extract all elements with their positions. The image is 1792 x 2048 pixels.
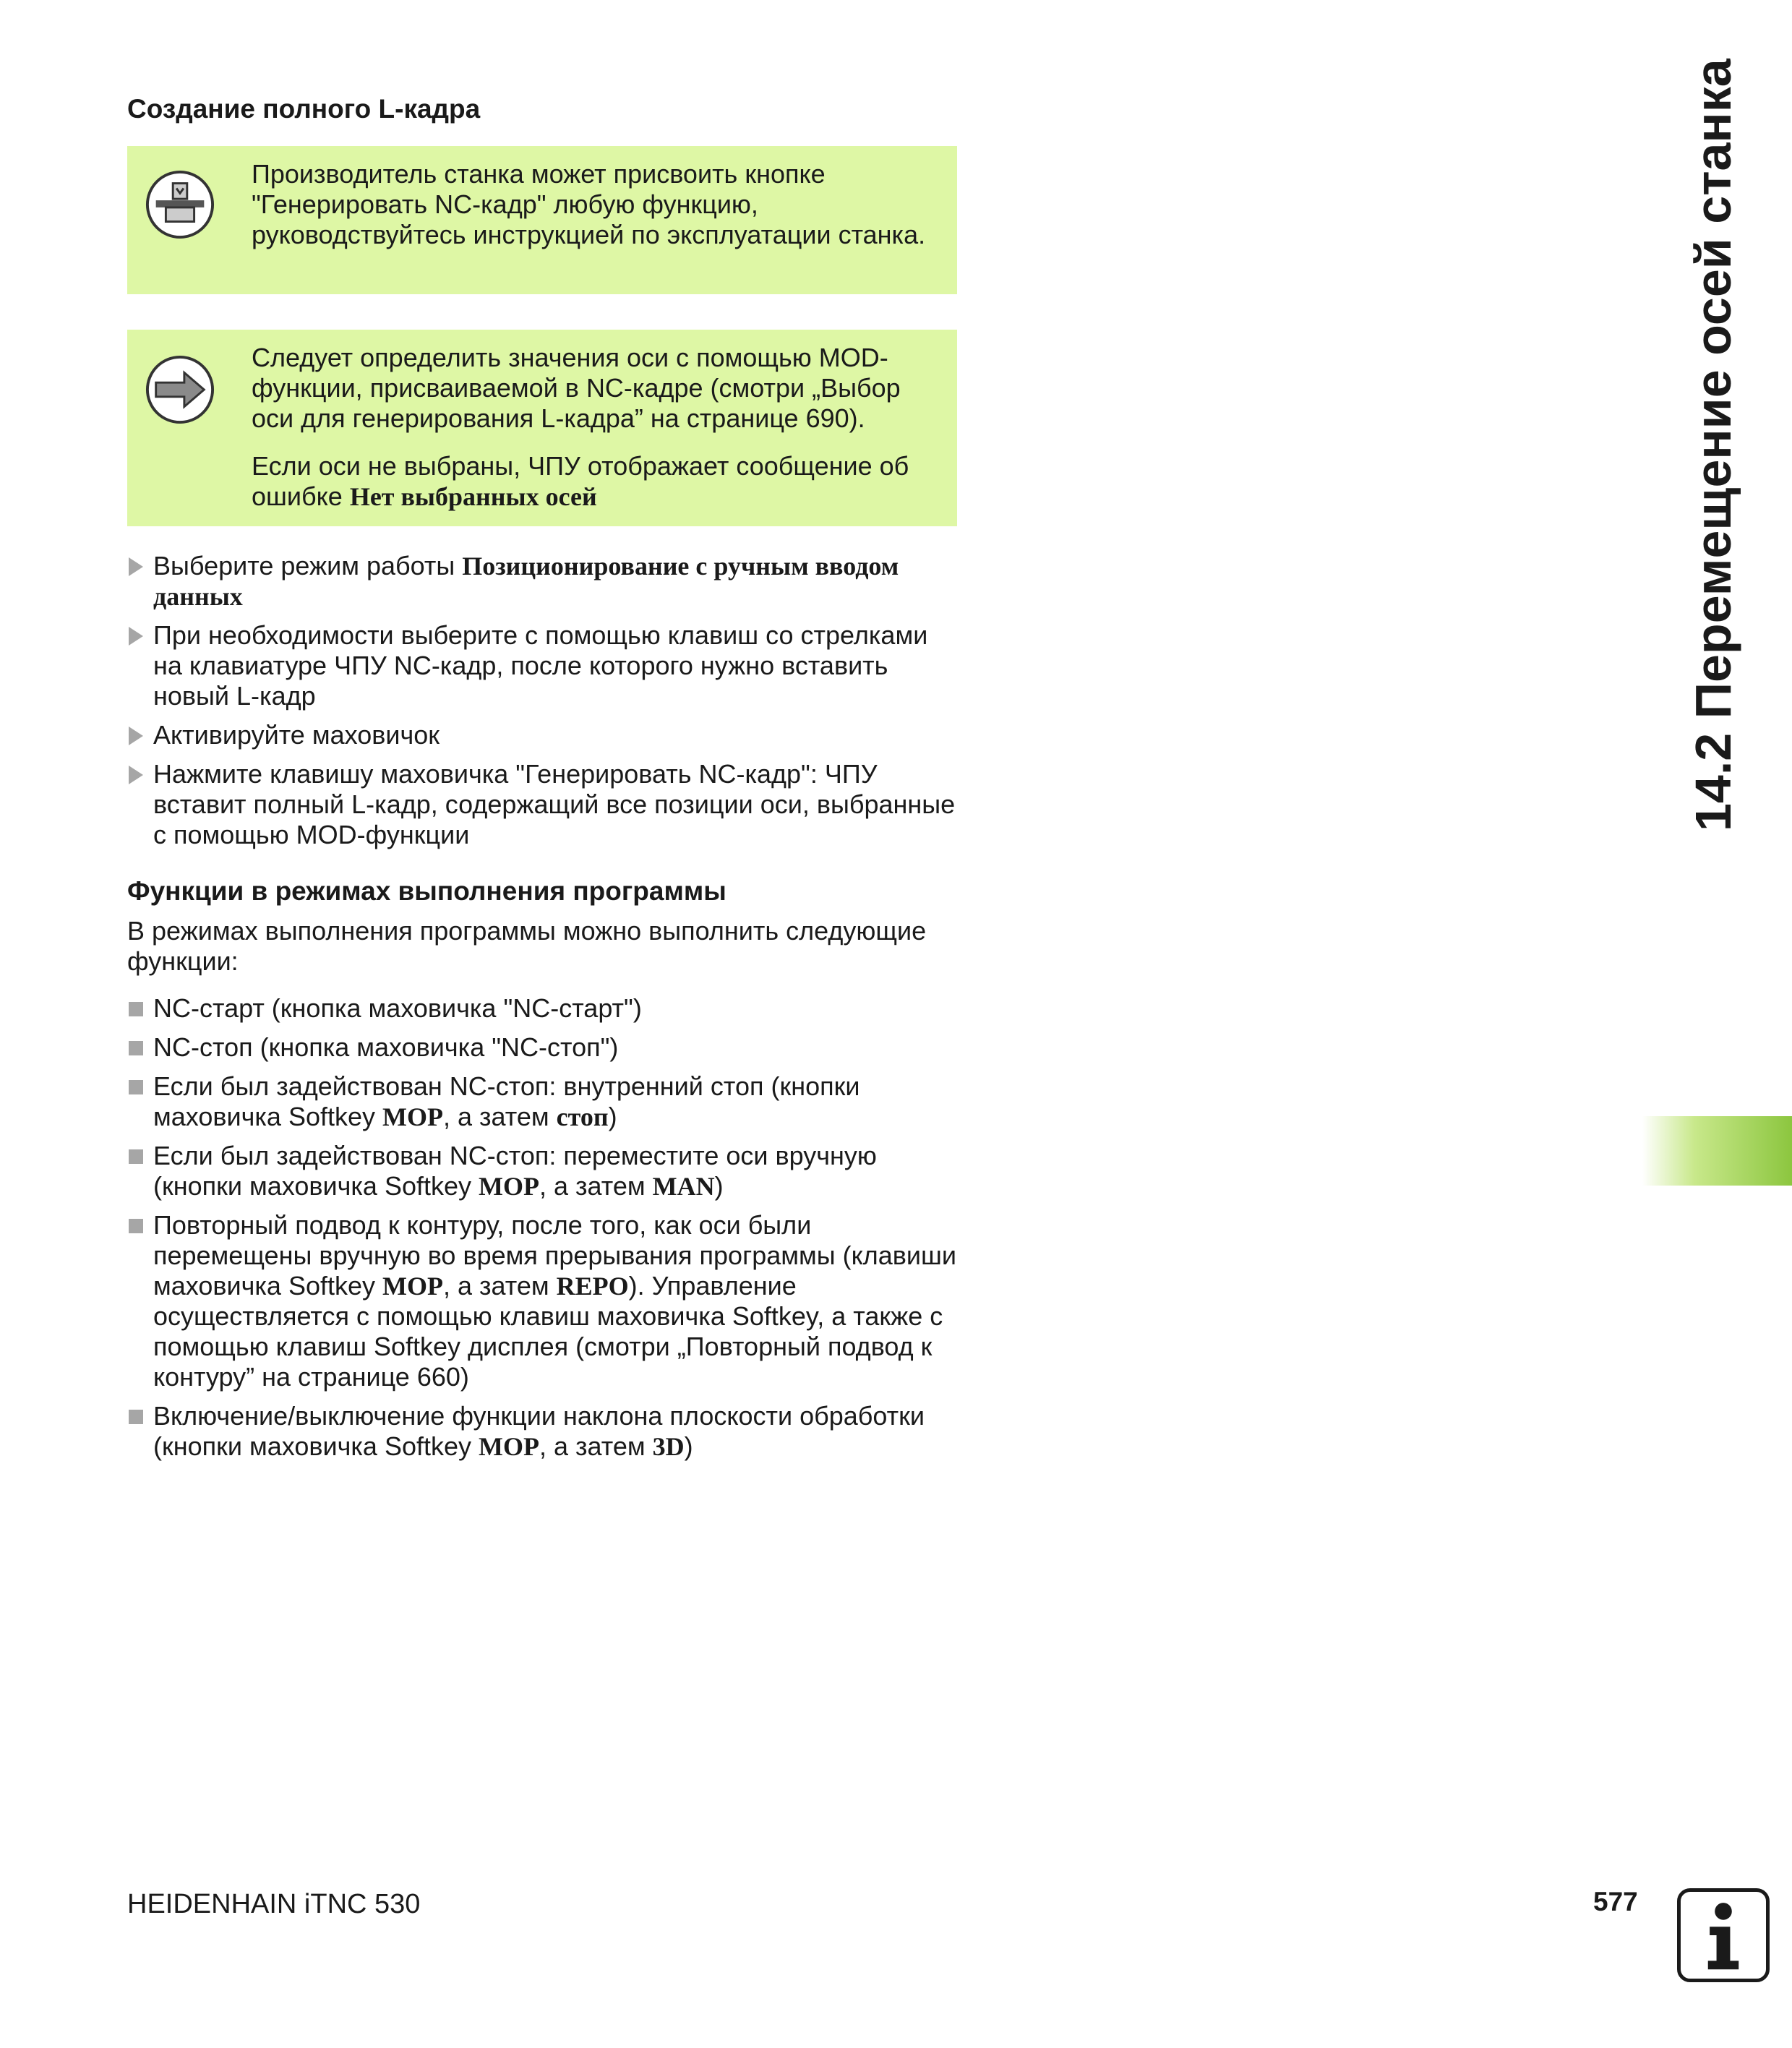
list-item: Активируйте маховичок bbox=[127, 720, 957, 750]
note-mod-text-2: Если оси не выбраны, ЧПУ отображает сообщение об ошибке Нет выбранных осей bbox=[252, 451, 909, 511]
arrow-right-icon bbox=[145, 354, 215, 425]
list-item: Если был задействован NC-стоп: переместите оси вручную (кнопки маховичка Softkey MOP, а затем MAN) bbox=[127, 1141, 957, 1201]
chapter-side-title: 14.2 Перемещение осей станка bbox=[1685, 59, 1741, 831]
square-bullet-icon bbox=[129, 1219, 143, 1233]
square-bullet-icon bbox=[129, 1149, 143, 1164]
list-item: Включение/выключение функции наклона плоскости обработки (кнопки маховичка Softkey MOP, а затем 3D) bbox=[127, 1401, 957, 1462]
program-run-intro: В режимах выполнения программы можно выполнить следующие функции: bbox=[127, 916, 927, 976]
list-item: Повторный подвод к контуру, после того, как оси были перемещены вручную во время прерывания программы (клавиши маховичка Softkey MOP, а затем REPO). Управление осуществляется с помощью клавиш маховичка Softkey, а также с помощью клавиш Softkey дисплея (смотри „Повторный подвод к контуру” на странице 660) bbox=[127, 1210, 957, 1392]
square-bullet-icon bbox=[129, 1410, 143, 1424]
triangle-bullet-icon bbox=[129, 766, 143, 784]
triangle-bullet-icon bbox=[129, 627, 143, 646]
functions-list bbox=[127, 993, 957, 1470]
square-bullet-icon bbox=[129, 1080, 143, 1094]
note-machine-text: Производитель станка может присвоить кнопке "Генерировать NC-кадр" любую функцию, руководствуйтесь инструкцией по эксплуатации станка. bbox=[252, 159, 926, 249]
list-item: NC-стоп (кнопка маховичка "NC-стоп") bbox=[127, 1032, 957, 1063]
list-item: При необходимости выберите с помощью клавиш со стрелками на клавиатуре ЧПУ NC-кадр, после которого нужно вставить новый L-кадр bbox=[127, 620, 957, 711]
square-bullet-icon bbox=[129, 1041, 143, 1055]
error-message-name: Нет выбранных осей bbox=[349, 482, 597, 511]
square-bullet-icon bbox=[129, 1002, 143, 1016]
note-mod-text-1: Следует определить значения оси с помощью MOD-функции, присваиваемой в NC-кадре (смотри „Выбор оси для генерирования L-кадра” на странице 690). bbox=[252, 343, 901, 433]
note-machine-manufacturer bbox=[127, 146, 957, 294]
list-item: Выберите режим работы Позиционирование с ручным вводом данных bbox=[127, 551, 957, 612]
triangle-bullet-icon bbox=[129, 727, 143, 745]
list-item: Нажмите клавишу маховичка "Генерировать NC-кадр": ЧПУ вставит полный L-кадр, содержащий все позиции оси, выбранные с помощью MOD-функции bbox=[127, 759, 957, 850]
chapter-tab-marker bbox=[1642, 1116, 1792, 1186]
steps-list bbox=[127, 551, 957, 859]
list-item: Если был задействован NC-стоп: внутренний стоп (кнопки маховичка Softkey MOP, а затем стоп) bbox=[127, 1071, 957, 1132]
page-number: 577 bbox=[1593, 1887, 1638, 1916]
note-mod-function bbox=[127, 330, 957, 526]
triangle-bullet-icon bbox=[129, 557, 143, 576]
list-item: NC-старт (кнопка маховичка "NC-старт") bbox=[127, 993, 957, 1024]
section-heading-full-l-block: Создание полного L-кадра bbox=[127, 94, 481, 124]
footer-manual-name: HEIDENHAIN iTNC 530 bbox=[127, 1889, 421, 1919]
machine-tool-icon bbox=[145, 169, 215, 240]
section-heading-program-run: Функции в режимах выполнения программы bbox=[127, 876, 726, 906]
info-icon bbox=[1677, 1888, 1770, 1982]
